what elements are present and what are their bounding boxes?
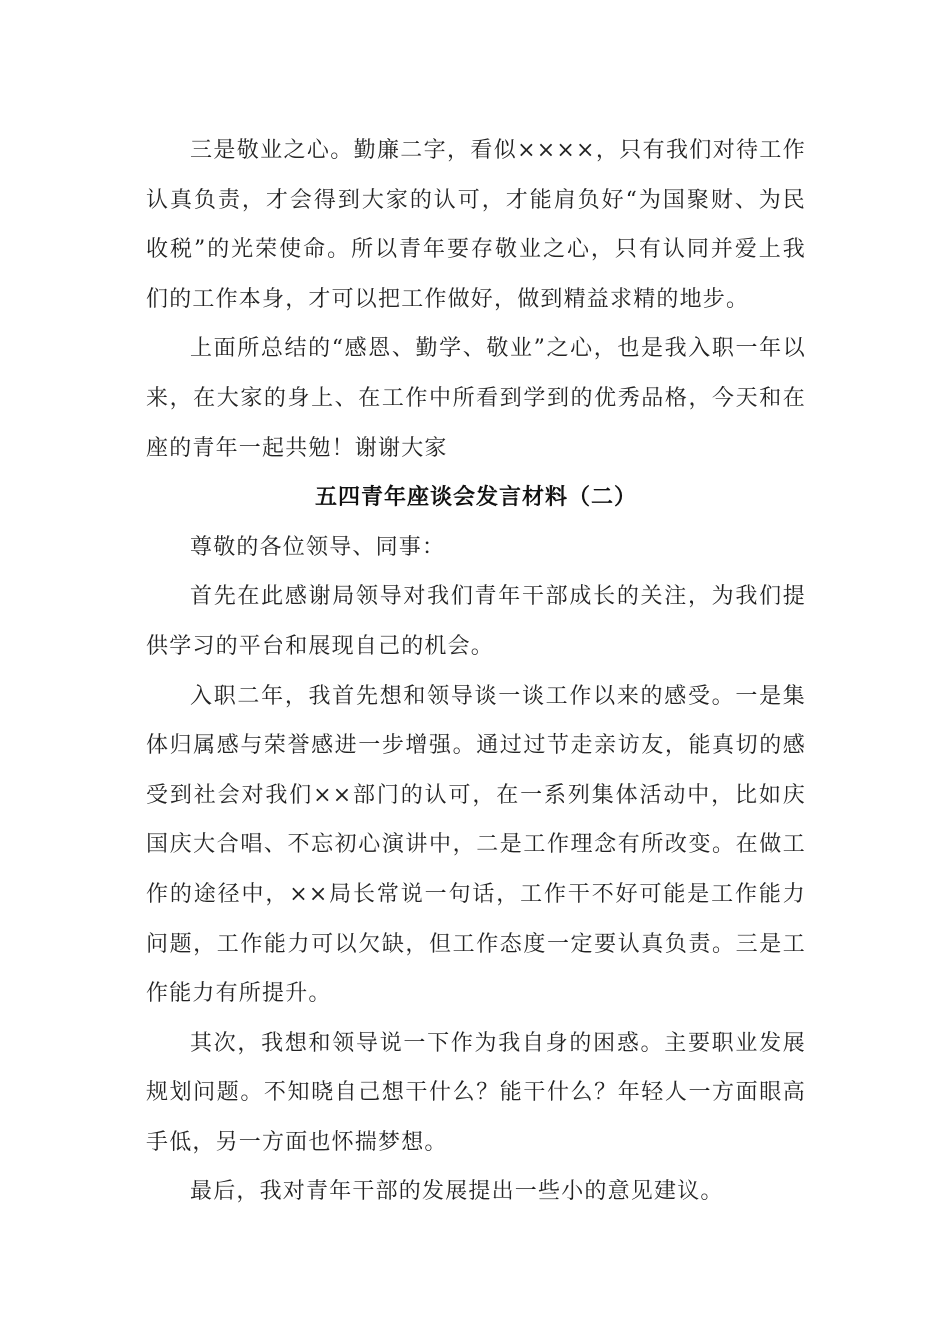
paragraph-confusion: 其次，我想和领导说一下作为我自身的困惑。主要职业发展规划问题。不知晓自己想干什么？能干什么？年轻人一方面眼高手低，另一方面也怀揣梦想。 (146, 1030, 806, 1155)
paragraph-summary: 上面所总结的“感恩、勤学、敬业”之心，也是我入职一年以来，在大家的身上、在工作中所看到学到的优秀品格，今天和在座的青年一起共勉！谢谢大家 (146, 336, 806, 461)
paragraph-salutation: 尊敬的各位领导、同事： (190, 534, 446, 560)
paragraph-feelings: 入职二年，我首先想和领导谈一谈工作以来的感受。一是集体归属感与荣誉感进一步增强。通过过节走亲访友，能真切的感受到社会对我们××部门的认可，在一系列集体活动中，比如庆国庆大合唱、不忘初心演讲中，二是工作理念有所改变。在做工作的途径中，××局长常说一句话，工作干不好可能是工作能力问题，工作能力可以欠缺，但工作态度一定要认真负责。三是工作能力有所提升。 (146, 683, 806, 1007)
paragraph-suggestions: 最后，我对青年干部的发展提出一些小的意见建议。 (190, 1179, 724, 1205)
document-body (146, 126, 806, 1217)
paragraph-dedication: 三是敬业之心。勤廉二字，看似××××，只有我们对待工作认真负责，才会得到大家的认可，才能肩负好“为国聚财、为民收税”的光荣使命。所以青年要存敬业之心，只有认同并爱上我们的工作本身，才可以把工作做好，做到精益求精的地步。 (146, 138, 806, 312)
section-heading: 五四青年座谈会发言材料（二） (314, 484, 637, 511)
paragraph-thanks: 首先在此感谢局领导对我们青年干部成长的关注，为我们提供学习的平台和展现自己的机会。 (146, 584, 806, 659)
